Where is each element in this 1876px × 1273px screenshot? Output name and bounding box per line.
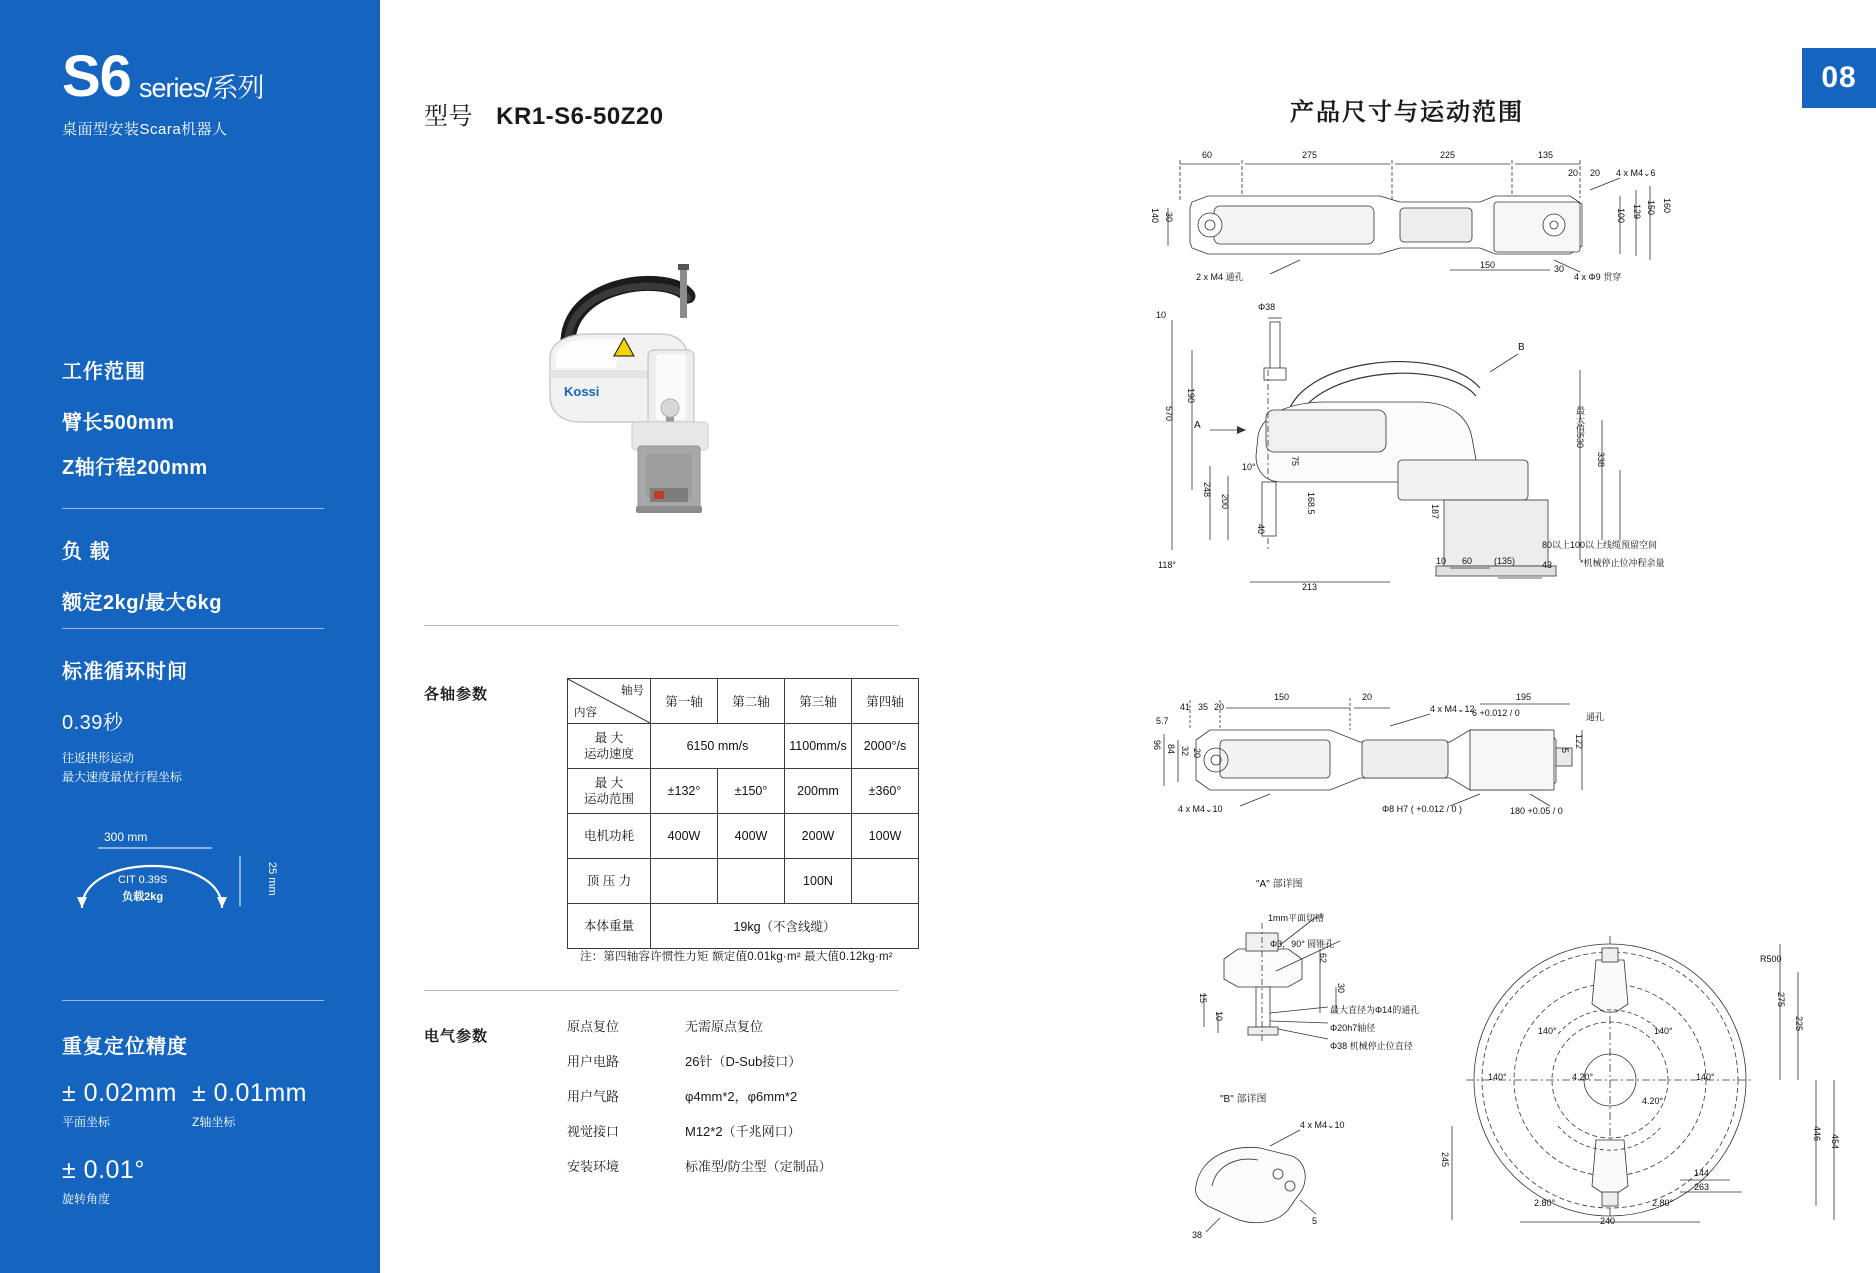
note-detail-a-cone: Φ3，90° 圆锥孔 <box>1270 939 1335 949</box>
cell-max-range-axis3: 200mm <box>785 769 852 814</box>
cell-motor-power-axis4: 100W <box>852 814 919 859</box>
dim-detail-a-10: 10 <box>1214 1011 1224 1022</box>
dim-front-10deg: 10° <box>1242 462 1256 472</box>
section-marker-a: A <box>1194 420 1201 431</box>
dim-side-96: 96 <box>1152 740 1162 751</box>
drawing-work-envelope <box>1430 930 1860 1240</box>
payload-block <box>62 535 222 631</box>
electrical-key-environment: 安装环境 <box>567 1159 620 1174</box>
angle-env-280-1: 2.80° <box>1534 1198 1556 1208</box>
accuracy-rotation <box>62 1156 145 1207</box>
column-header-axis4: 第四轴 <box>852 679 919 724</box>
dim-front-213: 213 <box>1302 582 1318 592</box>
divider-table <box>424 990 899 991</box>
dim-front-200: 200 <box>1220 494 1230 510</box>
cell-press-force-axis3: 100N <box>785 859 852 904</box>
table-row <box>568 859 919 904</box>
accuracy-heading: 重复定位精度 <box>62 1036 188 1058</box>
cycle-diagram-center <box>118 872 167 905</box>
axis-table-note: 注：第四轴容许惯性力矩 额定值0.01kg·m² 最大值0.12kg·m² <box>580 951 893 963</box>
note-top-4xphi9: 4 x Φ9 贯穿 <box>1574 272 1622 282</box>
dim-top-60: 60 <box>1202 150 1213 160</box>
electrical-key-user-circuit: 用户电路 <box>567 1054 620 1069</box>
row-label-max-speed-line2: 运动速度 <box>583 747 634 761</box>
table-row <box>568 904 919 949</box>
divider-2 <box>62 628 324 629</box>
dim-side-195: 195 <box>1516 692 1532 702</box>
note-front-cable-space: 100以上线缆预留空间 <box>1570 540 1658 550</box>
cycle-diagram-top-label: 300 mm <box>104 830 148 844</box>
dim-top-100: 100 <box>1616 208 1626 224</box>
dim-side-180: 180 +0.05 / 0 <box>1510 806 1563 816</box>
work-range-heading: 工作范围 <box>62 361 146 383</box>
row-label-press-force: 顶 压 力 <box>568 859 651 904</box>
cycle-diagram-cit: CIT 0.39S <box>118 874 168 886</box>
dim-side-150: 150 <box>1274 692 1290 702</box>
model-value: KR1-S6-50Z20 <box>496 103 664 130</box>
electrical-value-environment: 标准型/防尘型（定制品） <box>685 1159 832 1174</box>
dim-side-32: 32 <box>1180 746 1190 757</box>
cycle-note-1: 往返拱形运动 <box>62 751 135 765</box>
angle-env-140-2: 140° <box>1654 1026 1673 1036</box>
accuracy-rotation-caption: 旋转角度 <box>62 1192 111 1206</box>
dim-front-40: 40 <box>1256 524 1266 535</box>
electrical-value-user-circuit: 26针（D-Sub接口） <box>685 1054 802 1069</box>
table-row <box>568 724 919 769</box>
note-detail-a-stop-dia: Φ38 机械停止位直径 <box>1330 1041 1413 1051</box>
cell-weight-value: 19kg（不含线缆） <box>651 904 919 949</box>
dim-env-263: 263 <box>1694 1182 1710 1192</box>
dim-top-225: 225 <box>1440 150 1456 160</box>
dim-front-570: 570 <box>1164 406 1174 422</box>
table-row <box>568 814 919 859</box>
dim-side-20b: 20 <box>1362 692 1373 702</box>
dim-side-20: 20 <box>1214 702 1225 712</box>
dim-env-225: 225 <box>1794 1016 1804 1032</box>
corner-label-top: 轴号 <box>621 685 644 697</box>
dim-front-60: 60 <box>1462 556 1473 566</box>
dim-top-129: 129 <box>1632 204 1642 220</box>
cell-max-speed-axis12: 6150 mm/s <box>651 724 785 769</box>
row-label-motor-power: 电机功耗 <box>568 814 651 859</box>
electrical-params-list <box>567 1020 832 1195</box>
dim-front-248: 248 <box>1202 482 1212 498</box>
accuracy-row-1 <box>62 1079 307 1130</box>
dim-front-190: 190 <box>1186 388 1196 404</box>
table-row <box>568 769 919 814</box>
angle-env-420-2: 4.20° <box>1642 1096 1664 1106</box>
drawing-detail-b <box>1160 1090 1420 1250</box>
brand-subtitle: 桌面型安装Scara机器人 <box>62 121 228 138</box>
note-front-stop-margin: *机械停止位冲程余量 <box>1580 558 1665 568</box>
accuracy-plane-value: ± 0.02mm <box>62 1079 177 1107</box>
table-corner-cell <box>568 679 651 724</box>
cell-max-speed-axis4: 2000°/s <box>852 724 919 769</box>
accuracy-plane <box>62 1079 192 1130</box>
accuracy-plane-caption: 平面坐标 <box>62 1115 111 1129</box>
note-detail-a-groove: 1mm平面切槽 <box>1268 913 1324 923</box>
note-detail-b-4xm4: 4 x M4⌄10 <box>1300 1120 1345 1130</box>
z-stroke-value: Z轴行程200mm <box>62 457 208 479</box>
sidebar <box>0 0 380 1273</box>
list-item <box>567 1090 832 1103</box>
row-label-max-range-line1: 最 大 <box>594 775 624 790</box>
divider-3 <box>62 1000 324 1001</box>
cell-press-force-axis1 <box>651 859 718 904</box>
dim-side-35: 35 <box>1198 702 1209 712</box>
dim-front-1685: 168.5 <box>1306 492 1316 515</box>
cycle-diagram <box>62 830 292 935</box>
dim-front-43: 43 <box>1542 560 1553 570</box>
dim-detail-b-5: 5 <box>1312 1216 1318 1226</box>
list-item <box>567 1125 832 1138</box>
page-number-badge: 08 <box>1802 48 1876 108</box>
angle-env-280-2: 2.80° <box>1652 1198 1674 1208</box>
cell-motor-power-axis3: 200W <box>785 814 852 859</box>
cell-max-speed-axis3: 1100mm/s <box>785 724 852 769</box>
arm-length-value: 臂长500mm <box>62 412 175 434</box>
note-side-4xm4-10: 4 x M4⌄10 <box>1178 804 1223 814</box>
note-detail-a-shaft: Φ20h7轴径 <box>1330 1023 1376 1033</box>
dim-env-240: 240 <box>1600 1216 1616 1226</box>
dim-detail-b-38: 38 <box>1192 1230 1203 1240</box>
accuracy-z-caption: Z轴坐标 <box>192 1115 236 1129</box>
row-label-max-speed-line1: 最 大 <box>594 730 624 745</box>
dim-side-20c: 20 <box>1192 748 1202 759</box>
brand-block <box>62 44 264 139</box>
dim-env-454: 454 <box>1830 1134 1840 1150</box>
dim-top-150b: 150 <box>1480 260 1496 270</box>
electrical-key-air-line: 用户气路 <box>567 1089 620 1104</box>
dim-front-10: 10 <box>1156 310 1167 320</box>
dim-front-187: 187 <box>1430 504 1440 520</box>
drawing-section-title: 产品尺寸与运动范围 <box>1290 99 1524 126</box>
corner-label-bottom: 内容 <box>574 707 597 719</box>
cycle-diagram-graphic <box>62 830 292 920</box>
cycle-value: 0.39秒 <box>62 712 124 734</box>
drawing-front-view <box>1150 302 1730 610</box>
row-label-max-range-line2: 运动范围 <box>583 792 634 806</box>
dim-env-275: 275 <box>1776 992 1786 1008</box>
electrical-value-air-line: φ4mm*2，φ6mm*2 <box>685 1089 798 1104</box>
dim-detail-a-15: 15 <box>1198 993 1208 1004</box>
dim-front-118deg: 118° <box>1158 560 1176 570</box>
dim-front-75: 75 <box>1290 456 1300 467</box>
column-header-axis2: 第二轴 <box>718 679 785 724</box>
dim-side-122: 122 <box>1574 734 1584 750</box>
dim-top-150: 150 <box>1646 200 1656 216</box>
model-title <box>424 96 664 131</box>
dim-env-144: 144 <box>1694 1168 1710 1178</box>
dim-side-84: 84 <box>1166 744 1176 755</box>
drawing-side-view <box>1150 690 1710 820</box>
brand-series: series/系列 <box>138 73 264 103</box>
section-marker-b: B <box>1518 342 1525 353</box>
cycle-heading: 标准循环时间 <box>62 661 188 683</box>
cycle-diagram-load: 负载2kg <box>122 890 164 903</box>
dim-top-20b: 20 <box>1590 168 1601 178</box>
dim-side-5: 5 <box>1560 748 1570 754</box>
dim-top-135: 135 <box>1538 150 1554 160</box>
brand-model: S6 <box>62 44 131 109</box>
axis-parameter-table <box>567 678 919 949</box>
cell-max-range-axis4: ±360° <box>852 769 919 814</box>
accuracy-block <box>62 1030 307 1207</box>
axis-params-section-label: 各轴参数 <box>424 686 489 703</box>
detail-a-title: "A" 部详图 <box>1256 879 1303 890</box>
cell-press-force-axis2 <box>718 859 785 904</box>
divider-photo <box>424 625 899 626</box>
accuracy-row-2 <box>62 1156 307 1207</box>
detail-b-title: "B" 部详图 <box>1220 1094 1267 1105</box>
angle-env-140-3: 140° <box>1488 1072 1507 1082</box>
dim-top-160: 160 <box>1662 198 1672 214</box>
angle-env-140-1: 140° <box>1538 1026 1557 1036</box>
dim-env-r500: R500 <box>1760 954 1782 964</box>
dim-top-275: 275 <box>1302 150 1318 160</box>
cycle-time-block <box>62 655 188 787</box>
note-side-4xm4-12: 4 x M4⌄12 <box>1430 704 1475 714</box>
row-label-max-speed <box>568 724 651 769</box>
list-item <box>567 1160 832 1173</box>
electrical-key-vision: 视觉接口 <box>567 1124 620 1139</box>
model-label: 型号 <box>424 103 473 130</box>
note-top-2xm4: 2 x M4 通孔 <box>1196 272 1244 282</box>
note-side-phi8h7: Φ8 H7 ( +0.012 / 0 ) <box>1382 804 1462 814</box>
column-header-axis1: 第一轴 <box>651 679 718 724</box>
note-front-max530: 最大值530 <box>1575 406 1585 449</box>
accuracy-z-value: ± 0.01mm <box>192 1079 307 1107</box>
cycle-diagram-right-label: 25 mm <box>266 862 278 896</box>
cell-motor-power-axis1: 400W <box>651 814 718 859</box>
note-detail-a-max-hole: 最大直径为Φ14的通孔 <box>1330 1005 1420 1015</box>
svg-text:Kossi: Kossi <box>564 384 600 399</box>
row-label-max-range <box>568 769 651 814</box>
drawing-top-view <box>1150 150 1710 290</box>
payload-heading: 负 载 <box>62 541 111 563</box>
dim-side-6tol: 6 +0.012 / 0 <box>1472 708 1520 718</box>
dim-top-30: 30 <box>1164 212 1174 223</box>
accuracy-z <box>192 1079 307 1130</box>
dim-detail-a-30: 30 <box>1336 983 1346 994</box>
list-item <box>567 1020 832 1033</box>
dim-side-57: 5.7 <box>1156 716 1169 726</box>
dim-front-80up: 80以上 <box>1542 540 1571 550</box>
work-range-block <box>62 355 208 496</box>
dim-top-140: 140 <box>1150 208 1160 224</box>
dim-front-phi38: Φ38 <box>1258 302 1276 312</box>
electrical-value-vision: M12*2（千兆网口） <box>685 1124 801 1139</box>
robot-product-photo <box>520 250 780 515</box>
table-header-row <box>568 679 919 724</box>
dim-env-245: 245 <box>1440 1152 1450 1168</box>
dim-front-338: 338 <box>1596 452 1606 468</box>
payload-value: 额定2kg/最大6kg <box>62 592 222 614</box>
cell-max-range-axis2: ±150° <box>718 769 785 814</box>
brand-title <box>62 44 264 109</box>
electrical-section-label: 电气参数 <box>424 1028 489 1045</box>
dim-top-20a: 20 <box>1568 168 1579 178</box>
accuracy-rotation-value: ± 0.01° <box>62 1156 145 1184</box>
note-top-4xm4: 4 x M4⌄6 <box>1616 168 1656 178</box>
note-side-through-hole: 通孔 <box>1586 712 1605 722</box>
dim-front-135: (135) <box>1494 556 1516 566</box>
cell-motor-power-axis2: 400W <box>718 814 785 859</box>
divider-1 <box>62 508 324 509</box>
cell-max-range-axis1: ±132° <box>651 769 718 814</box>
angle-env-420-1: 4.20° <box>1572 1072 1594 1082</box>
electrical-key-homing: 原点复位 <box>567 1019 620 1034</box>
column-header-axis3: 第三轴 <box>785 679 852 724</box>
row-label-weight: 本体重量 <box>568 904 651 949</box>
angle-env-140-4: 140° <box>1696 1072 1715 1082</box>
dim-front-10b: 10 <box>1436 556 1447 566</box>
cell-press-force-axis4 <box>852 859 919 904</box>
cycle-note-2: 最大速度最优行程坐标 <box>62 770 183 785</box>
dim-top-30b: 30 <box>1554 264 1565 274</box>
electrical-value-homing: 无需原点复位 <box>685 1019 764 1034</box>
dim-detail-a-62: 62 <box>1318 953 1328 964</box>
dim-env-446: 446 <box>1812 1126 1822 1142</box>
dim-side-41: 41 <box>1180 702 1191 712</box>
list-item <box>567 1055 832 1068</box>
